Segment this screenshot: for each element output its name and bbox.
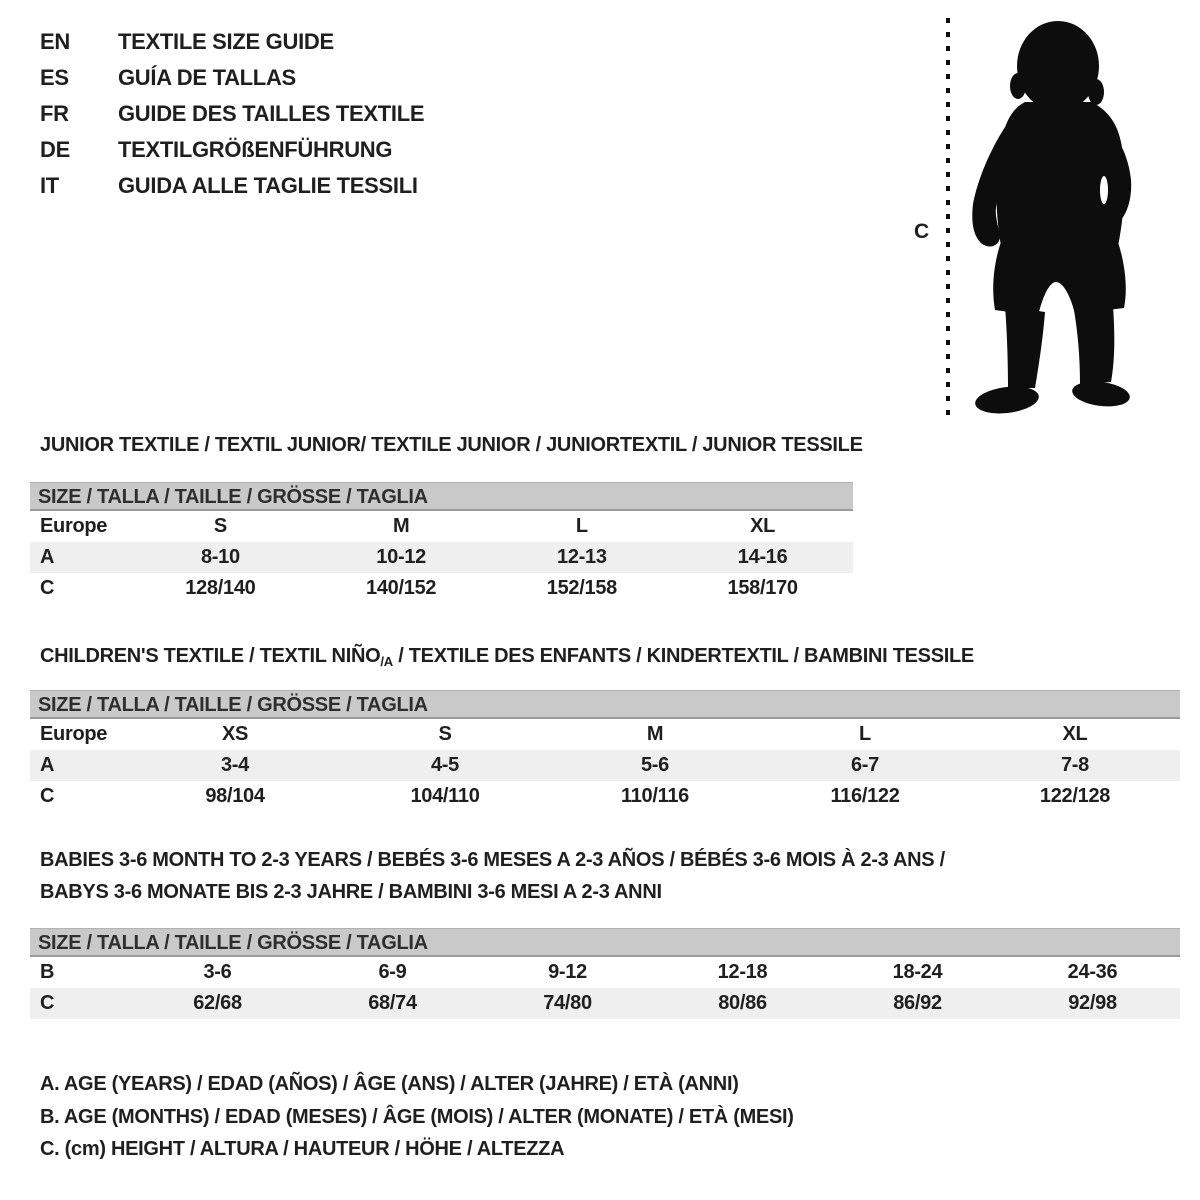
language-code: DE (40, 137, 70, 162)
age-cell: 3-6 (203, 961, 232, 983)
height-cell: 62/68 (193, 992, 242, 1014)
height-cell: 80/86 (718, 992, 767, 1014)
height-measure-label: C (914, 220, 929, 243)
height-cell: 86/92 (893, 992, 942, 1014)
row-label: C (40, 992, 55, 1014)
height-measure-dashed-line (946, 18, 950, 416)
guide-title-en: TEXTILE SIZE GUIDE (118, 29, 334, 54)
height-cell: 74/80 (543, 992, 592, 1014)
legend-age-months: B. AGE (MONTHS) / EDAD (MESES) / ÂGE (MOIS) / ALTER (MONATE) / ETÀ (MESI) (40, 1106, 794, 1128)
row-label: A (40, 754, 55, 776)
height-cell: 68/74 (368, 992, 417, 1014)
legend-height-cm: C. (cm) HEIGHT / ALTURA / HAUTEUR / HÖHE / ALTEZZA (40, 1138, 565, 1160)
age-cell: 9-12 (548, 961, 587, 983)
size-cell: L (575, 515, 588, 537)
age-cell: 10-12 (376, 546, 426, 568)
babies-size-table (30, 928, 1180, 1019)
language-code: EN (40, 29, 70, 54)
size-header: SIZE / TALLA / TAILLE / GRÖSSE / TAGLIA (30, 928, 1180, 957)
legend-age-years: A. AGE (YEARS) / EDAD (AÑOS) / ÂGE (ANS) / ALTER (JAHRE) / ETÀ (ANNI) (40, 1073, 739, 1095)
language-list (40, 24, 424, 204)
height-cell: 104/110 (410, 785, 480, 807)
junior-size-table (30, 482, 853, 604)
size-cell: M (646, 723, 664, 745)
height-cell: 152/158 (546, 577, 617, 599)
language-code: IT (40, 173, 59, 198)
babies-section-title-line1: BABIES 3-6 MONTH TO 2-3 YEARS / BEBÉS 3-6 MESES A 2-3 AÑOS / BÉBÉS 3-6 MOIS À 2-3 ANS / (40, 849, 945, 871)
table-row-europe (30, 719, 1180, 750)
age-cell: 6-9 (378, 961, 407, 983)
language-row-fr (40, 96, 424, 132)
row-label: C (40, 577, 55, 599)
guide-title-es: GUÍA DE TALLAS (118, 65, 296, 90)
children-title-prefix: CHILDREN'S TEXTILE / TEXTIL NIÑO (40, 645, 381, 667)
size-header: SIZE / TALLA / TAILLE / GRÖSSE / TAGLIA (30, 482, 853, 511)
height-cell: 128/140 (185, 577, 256, 599)
language-row-en (40, 24, 424, 60)
children-section-title (40, 644, 974, 674)
size-cell: XL (1062, 723, 1088, 745)
children-title-subscript: /A (380, 654, 393, 669)
language-row-de (40, 132, 424, 168)
age-cell: 6-7 (850, 754, 879, 776)
children-title-suffix: / TEXTILE DES ENFANTS / KINDERTEXTIL / BAMBINI TESSILE (392, 645, 974, 667)
age-cell: 8-10 (200, 546, 240, 568)
junior-section-title: JUNIOR TEXTILE / TEXTIL JUNIOR/ TEXTILE JUNIOR / JUNIORTEXTIL / JUNIOR TESSILE (40, 434, 863, 456)
size-cell: L (859, 723, 871, 745)
guide-title-it: GUIDA ALLE TAGLIE TESSILI (118, 173, 418, 198)
table-row-height (30, 781, 1180, 812)
age-cell: 12-18 (717, 961, 768, 983)
row-label: A (40, 546, 55, 568)
age-cell: 14-16 (737, 546, 788, 568)
age-cell: 18-24 (892, 961, 943, 983)
height-cell: 158/170 (727, 577, 798, 599)
height-cell: 122/128 (1039, 785, 1111, 807)
age-cell: 5-6 (640, 754, 669, 776)
height-cell: 98/104 (205, 785, 265, 807)
size-cell: S (213, 515, 227, 537)
height-cell: 110/116 (621, 785, 689, 807)
height-cell: 92/98 (1068, 992, 1117, 1014)
size-cell: XL (750, 515, 776, 537)
table-row-age (30, 542, 853, 573)
size-cell: XS (221, 723, 249, 745)
age-cell: 3-4 (220, 754, 249, 776)
row-label: Europe (40, 515, 108, 537)
size-cell: S (438, 723, 452, 745)
table-row-europe (30, 511, 853, 542)
language-code: FR (40, 101, 69, 126)
guide-title-fr: GUIDE DES TAILLES TEXTILE (118, 101, 425, 126)
table-row-height (30, 988, 1180, 1019)
size-header: SIZE / TALLA / TAILLE / GRÖSSE / TAGLIA (30, 690, 1180, 719)
age-cell: 7-8 (1060, 754, 1089, 776)
language-row-es (40, 60, 424, 96)
age-cell: 4-5 (430, 754, 459, 776)
language-code: ES (40, 65, 69, 90)
row-label: B (40, 961, 55, 983)
toddler-silhouette-icon (963, 14, 1143, 419)
language-row-it (40, 168, 424, 204)
row-label: Europe (40, 723, 108, 745)
children-size-table (30, 690, 1180, 812)
row-label: C (40, 785, 55, 807)
babies-section-title-line2: BABYS 3-6 MONATE BIS 2-3 JAHRE / BAMBINI 3-6 MESI A 2-3 ANNI (40, 881, 662, 903)
age-cell: 12-13 (557, 546, 607, 568)
age-cell: 24-36 (1067, 961, 1118, 983)
table-row-height (30, 573, 853, 604)
table-row-age (30, 750, 1180, 781)
size-cell: M (392, 515, 410, 537)
table-row-age-months (30, 957, 1180, 988)
height-cell: 116/122 (830, 785, 900, 807)
guide-title-de: TEXTILGRÖßENFÜHRUNG (118, 137, 393, 162)
height-cell: 140/152 (366, 577, 437, 599)
